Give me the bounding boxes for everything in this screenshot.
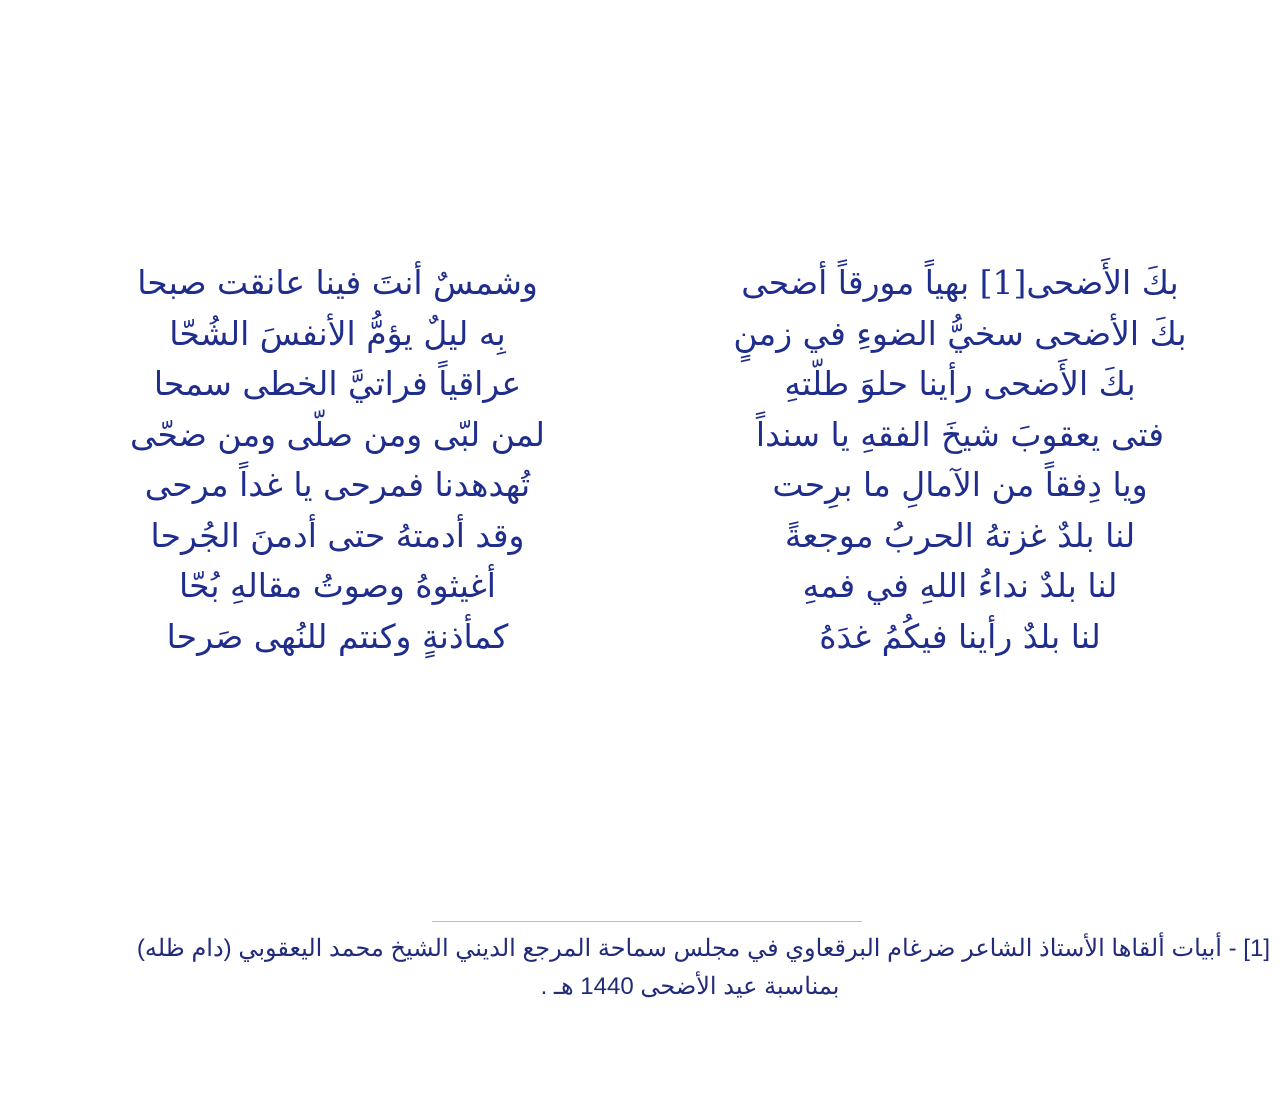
verse-1-opening: بكَ الأَضحى	[1026, 263, 1179, 302]
verse-1-rest: بهياً مورقاً أضحى	[741, 263, 970, 302]
verse-1-second-half: وشمسٌ أنتَ فينا عانقت صبحا	[137, 263, 538, 302]
verse-8-second-half: كمأذنةٍ وكنتم للنُهى صَرحا	[166, 616, 509, 656]
footnote-line-2: بمناسبة عيد الأضحى 1440 هـ .	[540, 973, 840, 1000]
verse-4-second-half: لمن لبّى ومن صلّى ومن ضحّى	[130, 414, 545, 454]
footnote-separator	[432, 921, 862, 922]
verse-3-first-half: بكَ الأَضحى رأينا حلوَ طلّتهِ	[784, 364, 1136, 403]
footnote-line-1: [1] - أبيات ألقاها الأستاذ الشاعر ضرغام البرقعاوي في مجلس سماحة المرجع الديني الشيخ محمد اليعقوبي (دام ظله)	[136, 935, 1270, 962]
verse-5-second-half: تُهدهدنا فمرحى يا غداً مرحى	[144, 465, 531, 504]
verse-2-first-half: بكَ الأضحى سخيُّ الضوءِ في زمنٍ	[733, 313, 1187, 353]
poem	[0, 258, 1280, 678]
verse-6-second-half: وقد أدمتهُ حتى أدمنَ الجُرحا	[150, 515, 525, 555]
footnote-reference[interactable]: [1]	[979, 263, 1027, 302]
verse-8-first-half: لنا بلدٌ رأينا فيكُمُ غدَهُ	[819, 616, 1101, 656]
verse-7-second-half: أغيثوهُ وصوتُ مقالهِ بُحّا	[179, 566, 496, 605]
footnote	[20, 930, 1270, 1006]
verse-6-first-half: لنا بلدٌ غزتهُ الحربُ موجعةً	[784, 515, 1136, 555]
verse-7-first-half: لنا بلدٌ نداءُ اللهِ في فمهِ	[802, 566, 1118, 605]
second-hemistichs-column	[100, 258, 575, 662]
first-hemistichs-column	[700, 258, 1220, 662]
verse-4-first-half: فتى يعقوبَ شيخَ الفقهِ يا سنداً	[755, 414, 1165, 454]
verse-2-second-half: بِه ليلٌ يؤمُّ الأنفسَ الشُحّا	[169, 313, 506, 353]
verse-5-first-half: ويا دِفقاً من الآمالِ ما برِحت	[772, 465, 1148, 504]
verse-1-first-half	[700, 258, 1220, 309]
verse-3-second-half: عراقياً فراتيَّ الخطى سمحا	[153, 364, 522, 403]
